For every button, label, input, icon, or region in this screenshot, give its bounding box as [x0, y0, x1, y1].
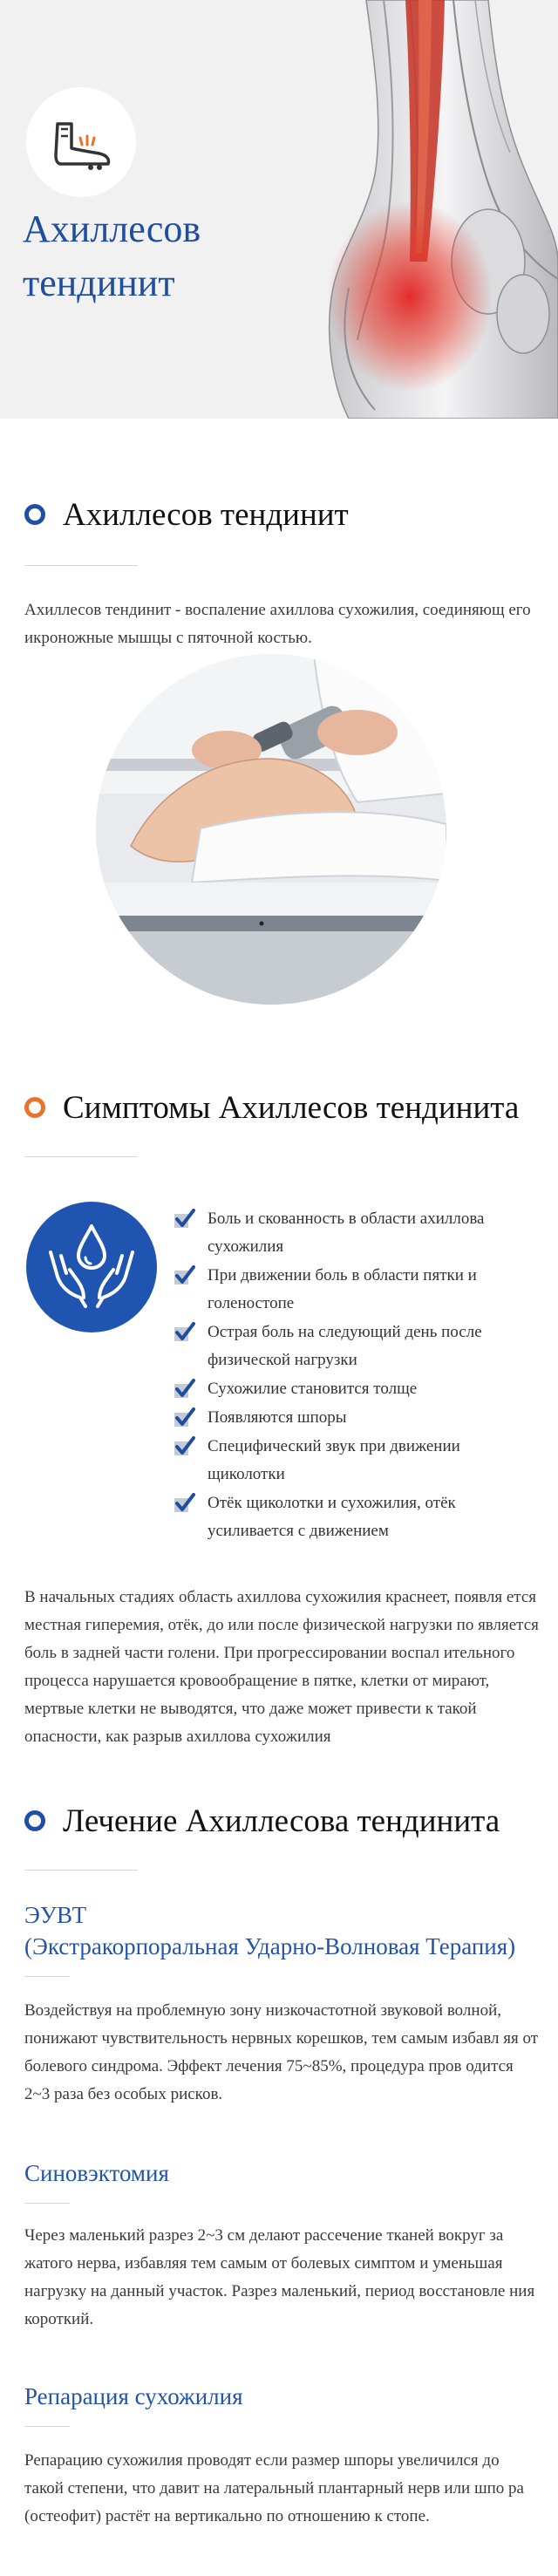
- page-title-line1: Ахиллесов: [23, 208, 201, 250]
- checkbox-checked-icon: [173, 1209, 195, 1231]
- symptoms-checklist: [173, 1205, 539, 1546]
- hero-banner: [0, 0, 558, 419]
- bullet-circle-icon: [24, 1810, 45, 1831]
- method-title-synovectomy: Синовэктомия: [24, 2160, 169, 2186]
- symptom-text: Отёк щиколотки и сухожилия, отёк усиливается с движением: [208, 1494, 456, 1540]
- section-divider: [24, 1870, 138, 1871]
- section-heading-symptoms: [24, 1088, 519, 1127]
- section-heading-intro: [24, 495, 349, 534]
- intro-paragraph: Ахиллесов тендинит - воспаление ахиллова сухожилия, соединяющ его икроножные мышцы с пяточной костью.: [24, 601, 531, 647]
- list-item: [173, 1205, 539, 1261]
- checkbox-checked-icon: [173, 1379, 195, 1401]
- list-item: [173, 1489, 539, 1545]
- symptom-text: Боль и скованность в области ахиллова сухожилия: [208, 1210, 485, 1256]
- checkbox-checked-icon: [173, 1407, 195, 1430]
- page-title: [23, 202, 310, 310]
- section-heading-intro-text: Ахиллесов тендинит: [63, 496, 349, 533]
- list-item: [173, 1262, 539, 1318]
- subsection-divider: [24, 2203, 70, 2204]
- method-title-tendon-repair: Репарация сухожилия: [24, 2383, 243, 2409]
- method-text-euvt: Воздействуя на проблемную зону низкочастотной звуковой волной, понижают чувствительность нервных корешков, тем самым избавл яя от болевого синдрома. Эффект лечения 75~85%, процедура пров одится 2~3 раза без особых рисков.: [24, 2001, 539, 2103]
- section-divider: [24, 565, 138, 566]
- symptom-text: При движении боль в области пятки и голеностопе: [208, 1266, 477, 1312]
- hands-water-drop-icon: [26, 1202, 157, 1332]
- checkbox-checked-icon: [173, 1436, 195, 1459]
- hands-drop-badge: [26, 1202, 157, 1332]
- method-text-synovectomy: Через маленький разрез 2~3 см делают рассечение тканей вокруг за жатого нерва, избавляя тем самым от болевых симптом и уменьшая нагрузку на данный участок. Разрез маленький, период восстановле ния короткий.: [24, 2226, 535, 2328]
- symptom-text: Специфический звук при движении щиколотки: [208, 1437, 460, 1483]
- symptoms-paragraph: В начальных стадиях область ахиллова сухожилия краснеет, появля ется местная гиперемия, отёк, до или после физической нагрузки по является боль в задней части голени. При прогрессировании воспал ительного процесса нарушается кровообращение в пятке, клетки от мирают, мертвые клетки не выводятся, что даже может привести к такой опасности, как разрыв ахиллова сухожилия: [24, 1588, 539, 1746]
- bullet-circle-icon: [24, 1097, 45, 1118]
- method-title-euvt-line1: ЭУВТ: [24, 1902, 87, 1928]
- section-heading-symptoms-text: Симптомы Ахиллесов тендинита: [63, 1089, 520, 1126]
- method-title-euvt-line2: (Экстракорпоральная Ударно-Волновая Терапия): [24, 1933, 516, 1959]
- list-item: [173, 1433, 539, 1489]
- shockwave-therapy-image: [96, 654, 446, 1005]
- symptom-text: Появляются шпоры: [208, 1408, 347, 1427]
- symptom-text: Сухожилие становится толще: [208, 1380, 418, 1398]
- checkbox-checked-icon: [173, 1265, 195, 1288]
- list-item: [173, 1375, 539, 1403]
- method-title-euvt: [24, 1899, 515, 1962]
- checkbox-checked-icon: [173, 1493, 195, 1516]
- bullet-circle-icon: [24, 504, 45, 525]
- page-title-line2: тендинит: [23, 262, 175, 304]
- checkbox-checked-icon: [173, 1322, 195, 1345]
- list-item: [173, 1404, 539, 1432]
- section-heading-treatment: [24, 1802, 500, 1840]
- section-divider: [24, 1156, 138, 1157]
- method-text-tendon-repair: Репарацию сухожилия проводят если размер шпоры увеличился до такой степени, что давит на латеральный плантарный нерв или шпо ра (остеофит) растёт на вертикально по отношению к стопе.: [24, 2451, 524, 2525]
- symptom-text: Острая боль на следующий день после физической нагрузки: [208, 1323, 482, 1369]
- foot-pain-icon: [26, 87, 136, 197]
- logo-badge: [26, 87, 136, 197]
- list-item: [173, 1319, 539, 1374]
- subsection-divider: [24, 2426, 70, 2427]
- treatment-photo: [96, 654, 446, 1005]
- section-heading-treatment-text: Лечение Ахиллесова тендинита: [63, 1803, 500, 1839]
- subsection-divider: [24, 1976, 70, 1977]
